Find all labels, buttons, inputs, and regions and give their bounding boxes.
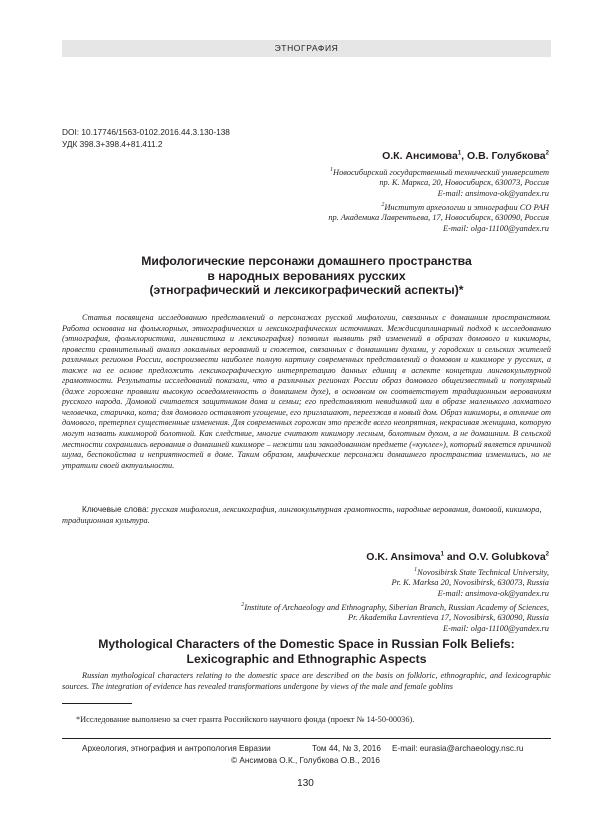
en-abstract: Russian mythological characters relating to the domestic space are described on the basis on folkloric, ethnographic, and lexicographic sources. The integration of evidence has revealed transformations undergone by views of the male and female goblins [62, 671, 551, 691]
footer-volume [312, 744, 381, 753]
footnote: *Исследование выполнено за счет гранта Российского научного фонда (проект № 14-50-00036). [76, 715, 415, 724]
ru-abstract: Статья посвящена исследованию представлений о персонажах русской мифологии, связанных с домашним пространством. Работа основана на фольклорных, этнографических и лексикографических источниках. Междисциплинарный подход к исследованию (этнография, фольклористика, лингвистика и лексикография) позволил выявить ряд изменений в образах домового и кикиморы, провести сравнительный анализ локальных верований и сюжетов, связанных с домашними духами, у городских и сельских жителей различных регионов России, воспроизвести наиболее полную картину современных представлений о домовом и кикиморе у русских, а также на ее основе предложить лексикографическую интерпретацию данных единиц в аспекте концепции лингвокультурной грамотности. Результаты исследований показали, что в различных регионах России образ домового общеизвестный и популярный (даже горожане проявили высокую осведомленность о домашнем духе), в основном он соответствует традиционным верованиям русского народа. Домовой считается защитником дома и семьи; его представляют невидимкой или в образе маленького лохматого человечка, старичка, кота; для домового оставляют угощение, его приглашают, переезжая в новый дом. Образ кикиморы, в отличие от домового, претерпел существенные изменения. Для современных горожан это прежде всего неопрятная, некрасивая женщина, которую могут назвать кикиморой болотной. Как следствие, многие считают кикимору лесным, болотным духом, а не домашним. В сельской местности сохранились верования о домашней кикиморе – нежити или заколдованном предмете («куклее»), который является причиной шума, беспокойства и неприятностей в доме. Таким образом, мифические персонажи домашнего пространства изменились, но не утратили своей актуальности. [62, 313, 551, 470]
en-affiliation-line: $^2$Institute of Archaeology and Ethnography, Siberian Branch, Russian Academy of Sciences, [241, 601, 549, 612]
footnote-rule [62, 703, 132, 704]
en-affiliations [241, 565, 549, 634]
footer-copyright: © Ансимова О.К., Голубкова О.В., 2016 [231, 756, 380, 765]
ru-authors [382, 150, 549, 162]
footer-journal: Археология, этнография и антропология Евразии [82, 744, 271, 753]
ru-affiliation-line: E-mail: ansimova-ok@yandex.ru [437, 188, 549, 198]
footer-volume-text: Том 44, [312, 744, 341, 753]
en-author-separator: and [443, 551, 469, 563]
en-author-2-sup: 2 [545, 551, 549, 558]
en-article-title: Mythological Characters of the Domestic Space in Russian Folk Beliefs: Lexicographic and Ethnographic Aspects [98, 637, 515, 666]
ru-author-2: О.В. Голубкова [467, 150, 546, 162]
footer-year: 2016 [362, 744, 381, 753]
en-author-1: O.K. Ansimova [366, 551, 441, 563]
en-affiliation-line: Pr. Akademika Lavrentieva 17, Novosibirsk, 630090, Russia [348, 612, 549, 622]
keywords-list: русская мифология, лексикография, лингвокультурная грамотность, народные верования, домовой, кикимора, традиционная культура. [62, 505, 542, 525]
section-title: ЭТНОГРАФИЯ [274, 43, 339, 53]
ru-affiliations [328, 165, 549, 234]
ru-affiliation-line: $^2$Институт археологии и этнографии СО РАН [381, 201, 549, 212]
en-affiliation-line: Pr. K. Marksa 20, Novosibirsk, 630073, Russia [391, 578, 549, 588]
section-header-bar [62, 40, 551, 57]
ru-author-2-sup: 2 [545, 150, 549, 157]
doi: DOI: 10.17746/1563-0102.2016.44.3.130-138 [62, 127, 230, 137]
ru-affiliation-line: пр. К. Маркса, 20, Новосибирск, 630073, Россия [379, 178, 549, 188]
keywords-label: Ключевые слова: [82, 504, 152, 514]
ru-affiliation-line: пр. Академика Лаврентьева, 17, Новосибирск, 630090, Россия [328, 212, 549, 222]
en-authors [366, 551, 549, 563]
en-affiliation-line: $^1$Novosibirsk State Technical University, [414, 567, 549, 577]
udc: УДК 398.3+398.4+81.411.2 [62, 139, 163, 149]
ru-article-title: Мифологические персонажи домашнего пространства в народных верованиях русских (этнографический и лексикографический аспекты)* [141, 254, 472, 298]
ru-affiliation-line: E-mail: olga-11100@yandex.ru [442, 223, 549, 233]
en-author-2: O.V. Golubkova [468, 551, 546, 563]
ru-affiliation-line: $^1$Новосибирский государственный технический университет [330, 167, 549, 177]
ru-author-1-sup: 1 [457, 150, 462, 157]
footer-issue: № 3, [342, 744, 361, 753]
en-affiliation-line: E-mail: olga-11100@yandex.ru [442, 623, 549, 633]
footer-rule [62, 738, 551, 739]
en-author-1-sup: 1 [440, 551, 444, 558]
ru-keywords [62, 504, 551, 526]
footer-email: E-mail: eurasia@archaeology.nsc.ru [392, 744, 524, 753]
ru-author-separator: , [461, 150, 468, 162]
ru-author-1: О.К. Ансимова [382, 150, 458, 162]
page-number: 130 [297, 778, 314, 789]
en-affiliation-line: E-mail: ansimova-ok@yandex.ru [437, 588, 549, 598]
